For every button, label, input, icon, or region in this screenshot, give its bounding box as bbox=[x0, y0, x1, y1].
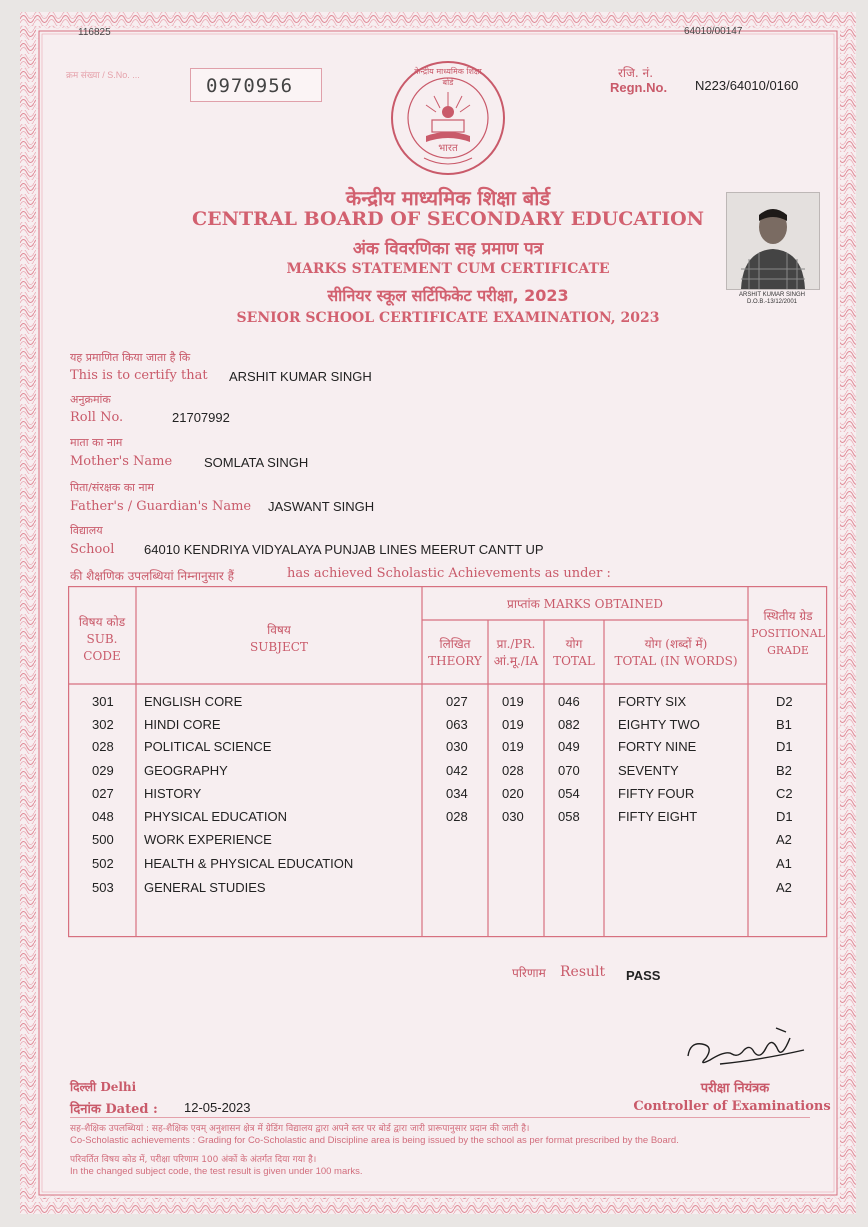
cell-subject: GENERAL STUDIES bbox=[144, 880, 266, 895]
place-hi-en bbox=[70, 1078, 136, 1095]
cell-total: 049 bbox=[558, 739, 580, 754]
cell-ia: 019 bbox=[502, 739, 524, 754]
photo-caption-name: ARSHIT KUMAR SINGH bbox=[739, 292, 805, 298]
cell-code: 500 bbox=[92, 832, 114, 847]
col-code-hi: विषय कोड bbox=[78, 615, 126, 629]
cell-theory: 030 bbox=[446, 739, 468, 754]
controller-title-en: Controller of Examinations bbox=[633, 1099, 831, 1114]
cell-subject: HEALTH & PHYSICAL EDUCATION bbox=[144, 856, 354, 871]
cell-ia: 028 bbox=[502, 763, 524, 778]
school-label-hi: विद्यालय bbox=[70, 524, 103, 537]
cell-code: 027 bbox=[92, 786, 114, 801]
roll-label-en: Roll No. bbox=[70, 410, 124, 425]
cell-grade: D1 bbox=[776, 739, 793, 754]
achieved-label-hi: की शैक्षणिक उपलब्धियां निम्नानुसार हैं bbox=[70, 569, 234, 583]
cell-ia: 019 bbox=[502, 694, 524, 709]
seal-bottom-text: भारत bbox=[438, 143, 458, 154]
board-title-hi: केन्द्रीय माध्यमिक शिक्षा बोर्ड bbox=[345, 186, 551, 210]
cell-subject: ENGLISH CORE bbox=[144, 694, 243, 709]
cell-subject: POLITICAL SCIENCE bbox=[144, 739, 272, 754]
cell-total: 046 bbox=[558, 694, 580, 709]
student-photo-icon bbox=[727, 193, 819, 289]
exam-title-en: SENIOR SCHOOL CERTIFICATE EXAMINATION, 2023 bbox=[236, 310, 660, 326]
footer-divider bbox=[70, 1117, 810, 1118]
cell-grade: A1 bbox=[776, 856, 792, 871]
cell-total: 082 bbox=[558, 717, 580, 732]
school-name: 64010 KENDRIYA VIDYALAYA PUNJAB LINES MEERUT CANTT UP bbox=[144, 542, 544, 557]
cell-total: 054 bbox=[558, 786, 580, 801]
cell-ia: 030 bbox=[502, 809, 524, 824]
date-label-en: Dated : bbox=[105, 1102, 158, 1117]
cell-words: FIFTY FOUR bbox=[618, 786, 695, 801]
cell-subject: HISTORY bbox=[144, 786, 202, 801]
school-label-en: School bbox=[70, 542, 115, 557]
cell-theory: 028 bbox=[446, 809, 468, 824]
photo-caption-dob: D.O.B.-13/12/2001 bbox=[746, 299, 798, 305]
father-name: JASWANT SINGH bbox=[268, 499, 375, 514]
mother-name: SOMLATA SINGH bbox=[204, 455, 309, 470]
col-theory-hi: लिखित bbox=[439, 637, 471, 651]
date-label-hi: दिनांक bbox=[70, 1102, 101, 1117]
cell-grade: B1 bbox=[776, 717, 792, 732]
col-theory-en: THEORY bbox=[428, 654, 482, 668]
achieved-label-en: has achieved Scholastic Achievements as under : bbox=[287, 566, 611, 581]
certify-label-hi: यह प्रमाणित किया जाता है कि bbox=[70, 351, 191, 364]
serial-number: 0970956 bbox=[206, 75, 294, 97]
cell-words: FIFTY EIGHT bbox=[618, 809, 698, 824]
top-right-number: 64010/00147 bbox=[684, 26, 743, 37]
footnote-2-hi: परिवर्तित विषय कोड में, परीक्षा परिणाम 100 अंकों के अंतर्गत दिया गया है। bbox=[70, 1155, 317, 1165]
col-total-en: TOTAL bbox=[553, 654, 595, 668]
cell-words: FORTY SIX bbox=[618, 694, 687, 709]
cell-code: 029 bbox=[92, 763, 114, 778]
marks-certificate bbox=[20, 12, 856, 1214]
regn-label-en: Regn.No. bbox=[610, 80, 668, 95]
col-marks-header bbox=[422, 596, 748, 613]
cell-theory: 042 bbox=[446, 763, 468, 778]
col-marks-hi: प्राप्तांक bbox=[507, 597, 540, 611]
roll-number: 21707992 bbox=[172, 410, 230, 425]
cell-code: 028 bbox=[92, 739, 114, 754]
mother-label-hi: माता का नाम bbox=[70, 436, 123, 449]
top-left-number: 116825 bbox=[78, 27, 111, 38]
roll-label-hi: अनुक्रमांक bbox=[70, 393, 111, 406]
col-marks-en: MARKS OBTAINED bbox=[543, 597, 663, 611]
cell-total: 058 bbox=[558, 809, 580, 824]
col-ia-hi: प्रा./PR. bbox=[496, 637, 536, 651]
mother-label-en: Mother's Name bbox=[70, 454, 173, 469]
serial-label: क्रम संख्या / S.No. ... bbox=[66, 70, 140, 80]
student-photo bbox=[726, 192, 820, 290]
cell-words: EIGHTY TWO bbox=[618, 717, 700, 732]
cell-code: 301 bbox=[92, 694, 114, 709]
regn-label-hi: रजि. नं. bbox=[618, 66, 654, 80]
col-total-hi: योग bbox=[565, 637, 583, 651]
cell-code: 503 bbox=[92, 880, 114, 895]
date-label bbox=[70, 1099, 158, 1117]
controller-signature-icon bbox=[680, 1020, 810, 1072]
doc-title-hi: अंक विवरणिका सह प्रमाण पत्र bbox=[352, 239, 544, 259]
cell-theory: 027 bbox=[446, 694, 468, 709]
footnote-1-en: Co-Scholastic achievements : Grading for Co-Scholastic and Discipline area is being issued by the school as per format prescribed by the Board. bbox=[70, 1135, 679, 1146]
result-value: PASS bbox=[626, 968, 661, 983]
col-words-en: TOTAL (IN WORDS) bbox=[614, 654, 738, 668]
cell-ia: 019 bbox=[502, 717, 524, 732]
cell-grade: D2 bbox=[776, 694, 793, 709]
exam-title-hi: सीनियर स्कूल सर्टिफिकेट परीक्षा, 2023 bbox=[327, 286, 569, 305]
footnote-1-hi: सह-शैक्षिक उपलब्धियां : सह-शैक्षिक एवम् अनुशासन क्षेत्र में ग्रेडिंग विद्यालय द्वारा अपने स्तर पर बोर्ड द्वारा जारी प्रारूपानुसार प्रदान की जाती है। bbox=[70, 1124, 530, 1134]
col-subject-hi: विषय bbox=[267, 623, 291, 637]
cell-code: 302 bbox=[92, 717, 114, 732]
regn-number: N223/64010/0160 bbox=[695, 78, 799, 93]
cell-grade: C2 bbox=[776, 786, 793, 801]
father-label-en: Father's / Guardian's Name bbox=[70, 499, 252, 514]
col-grade-hi: स्थितीय ग्रेड bbox=[763, 609, 813, 623]
footnote-2-en: In the changed subject code, the test result is given under 100 marks. bbox=[70, 1166, 363, 1177]
cell-grade: A2 bbox=[776, 832, 792, 847]
col-ia-en: आं.मू./IA bbox=[493, 654, 539, 668]
place-hi: दिल्ली bbox=[70, 1080, 97, 1094]
col-words-hi: योग (शब्दों में) bbox=[644, 637, 708, 651]
cell-words: SEVENTY bbox=[618, 763, 679, 778]
cell-subject: PHYSICAL EDUCATION bbox=[144, 809, 288, 824]
col-subject-en: SUBJECT bbox=[250, 640, 308, 654]
cell-theory: 063 bbox=[446, 717, 468, 732]
cell-ia: 020 bbox=[502, 786, 524, 801]
cell-grade: B2 bbox=[776, 763, 792, 778]
cell-total: 070 bbox=[558, 763, 580, 778]
cell-words: FORTY NINE bbox=[618, 739, 697, 754]
issue-date: 12-05-2023 bbox=[184, 1100, 251, 1115]
seal-top-text: केन्द्रीय माध्यमिक शिक्षा बोर्ड bbox=[414, 67, 482, 87]
cell-code: 048 bbox=[92, 809, 114, 824]
doc-title-en: MARKS STATEMENT CUM CERTIFICATE bbox=[286, 261, 610, 277]
cell-theory: 034 bbox=[446, 786, 468, 801]
cell-grade: D1 bbox=[776, 809, 793, 824]
cell-grade: A2 bbox=[776, 880, 792, 895]
cell-code: 502 bbox=[92, 856, 114, 871]
place-en: Delhi bbox=[100, 1080, 137, 1094]
student-name: ARSHIT KUMAR SINGH bbox=[229, 369, 372, 384]
result-label-hi: परिणाम bbox=[512, 966, 546, 980]
cell-subject: HINDI CORE bbox=[144, 717, 221, 732]
board-title-en: CENTRAL BOARD OF SECONDARY EDUCATION bbox=[192, 208, 704, 230]
controller-title-hi: परीक्षा नियंत्रक bbox=[700, 1081, 770, 1096]
father-label-hi: पिता/संरक्षक का नाम bbox=[70, 481, 155, 494]
col-code-en: SUB. CODE bbox=[83, 632, 121, 663]
cell-subject: GEOGRAPHY bbox=[144, 763, 228, 778]
result-label-en: Result bbox=[560, 964, 606, 980]
certify-label-en: This is to certify that bbox=[70, 368, 208, 383]
cell-subject: WORK EXPERIENCE bbox=[144, 832, 272, 847]
col-grade-en: POSITIONAL GRADE bbox=[751, 627, 825, 657]
